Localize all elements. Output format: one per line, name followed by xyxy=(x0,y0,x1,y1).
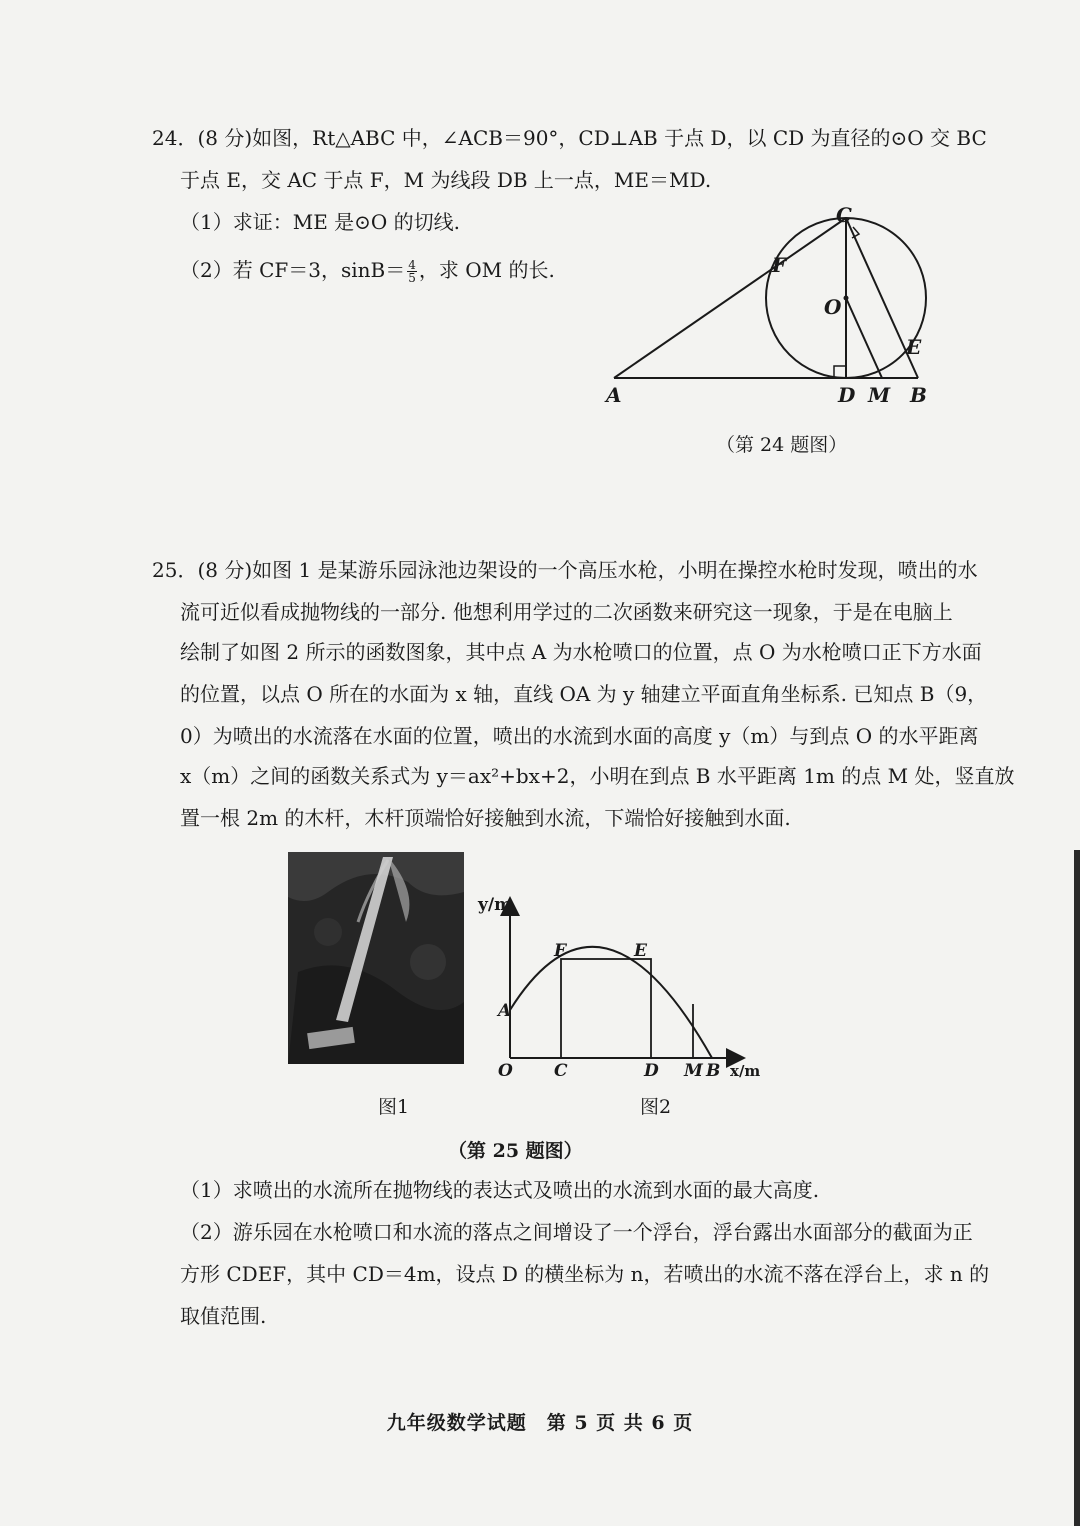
label-B: B xyxy=(910,383,927,407)
label-E: E xyxy=(906,335,922,359)
label-B: B xyxy=(706,1061,721,1081)
q25-line: x（m）之间的函数关系式为 y＝ax²+bx+2，小明在到点 B 水平距离 1m 的点 M 处，竖直放 xyxy=(180,764,1015,788)
label-D: D xyxy=(644,1061,659,1081)
parabola-curve xyxy=(510,947,712,1058)
q25-line: 25．(8 分)如图 1 是某游乐园泳池边架设的一个高压水枪，小明在操控水枪时发现，喷出的水 xyxy=(152,558,978,582)
square-CDEF xyxy=(561,959,651,1058)
fraction xyxy=(407,259,417,284)
label-O: O xyxy=(824,295,842,319)
q25-sub2-line: 取值范围. xyxy=(180,1304,267,1328)
q24-sub2-pre: （2）若 CF＝3，sinB＝ xyxy=(180,258,406,282)
water-gun-photo xyxy=(288,852,464,1064)
label-A: A xyxy=(498,1001,512,1021)
label-E: E xyxy=(634,941,647,961)
q24-sub2-post: ，求 OM 的长. xyxy=(418,258,555,282)
label-M: M xyxy=(684,1061,703,1081)
line-AC xyxy=(614,218,846,378)
q25-line: 0）为喷出的水流落在水面的位置，喷出的水流到水面的高度 y（m）与到点 O 的水平距离 xyxy=(180,724,979,748)
q24-line1: 24．(8 分)如图，Rt△ABC 中，∠ACB＝90°，CD⊥AB 于点 D，以 CD 为直径的⊙O 交 BC xyxy=(152,126,987,150)
q25-caption: （第 25 题图） xyxy=(448,1140,583,1162)
label-D: D xyxy=(838,383,856,407)
q25-sub2-line: （2）游乐园在水枪喷口和水流的落点之间增设了一个浮台，浮台露出水面部分的截面为正 xyxy=(180,1220,973,1244)
fraction-numerator: 4 xyxy=(408,258,416,272)
q25-line: 绘制了如图 2 所示的函数图象，其中点 A 为水枪喷口的位置，点 O 为水枪喷口正下方水面 xyxy=(180,640,982,664)
label-C: C xyxy=(836,203,852,227)
label-A: A xyxy=(606,383,622,407)
label-x-axis: x/m xyxy=(730,1062,761,1080)
label-F: F xyxy=(554,941,567,961)
q25-sub2-line: 方形 CDEF，其中 CD＝4m，设点 D 的横坐标为 n，若喷出的水流不落在浮台上，求 n 的 xyxy=(180,1262,990,1286)
label-C: C xyxy=(554,1061,568,1081)
center-point-O xyxy=(844,296,849,301)
q24-caption: （第 24 题图） xyxy=(716,434,848,456)
label-M: M xyxy=(868,383,891,407)
q24-sub2 xyxy=(180,256,555,284)
q25-sub1: （1）求喷出的水流所在抛物线的表达式及喷出的水流到水面的最大高度. xyxy=(180,1178,820,1202)
q25-parabola-graph xyxy=(478,888,774,1088)
q24-geometry-figure xyxy=(590,196,940,416)
right-angle-D xyxy=(834,366,846,378)
q25-line: 的位置，以点 O 所在的水面为 x 轴，直线 OA 为 y 轴建立平面直角坐标系. 已知点 B（9， xyxy=(180,682,988,706)
fraction-denominator: 5 xyxy=(408,271,416,285)
q25-line: 置一根 2m 的木杆，木杆顶端恰好接触到水流，下端恰好接触到水面. xyxy=(180,806,791,830)
fig1-label: 图1 xyxy=(378,1096,410,1118)
scan-edge-shadow xyxy=(1074,850,1080,1526)
fig2-label: 图2 xyxy=(640,1096,672,1118)
page-footer: 九年级数学试题 第 5 页 共 6 页 xyxy=(386,1412,694,1434)
line-OM xyxy=(846,298,882,378)
q24-sub1: （1）求证：ME 是⊙O 的切线. xyxy=(180,210,461,234)
label-y-axis: y/m xyxy=(478,895,513,915)
photo-illustration xyxy=(288,852,464,1064)
label-F: F xyxy=(772,253,787,277)
label-O: O xyxy=(498,1061,513,1081)
q25-line: 流可近似看成抛物线的一部分. 他想利用学过的二次函数来研究这一现象，于是在电脑上 xyxy=(180,600,953,624)
q24-line2: 于点 E，交 AC 于点 F，M 为线段 DB 上一点，ME＝MD. xyxy=(180,168,712,192)
